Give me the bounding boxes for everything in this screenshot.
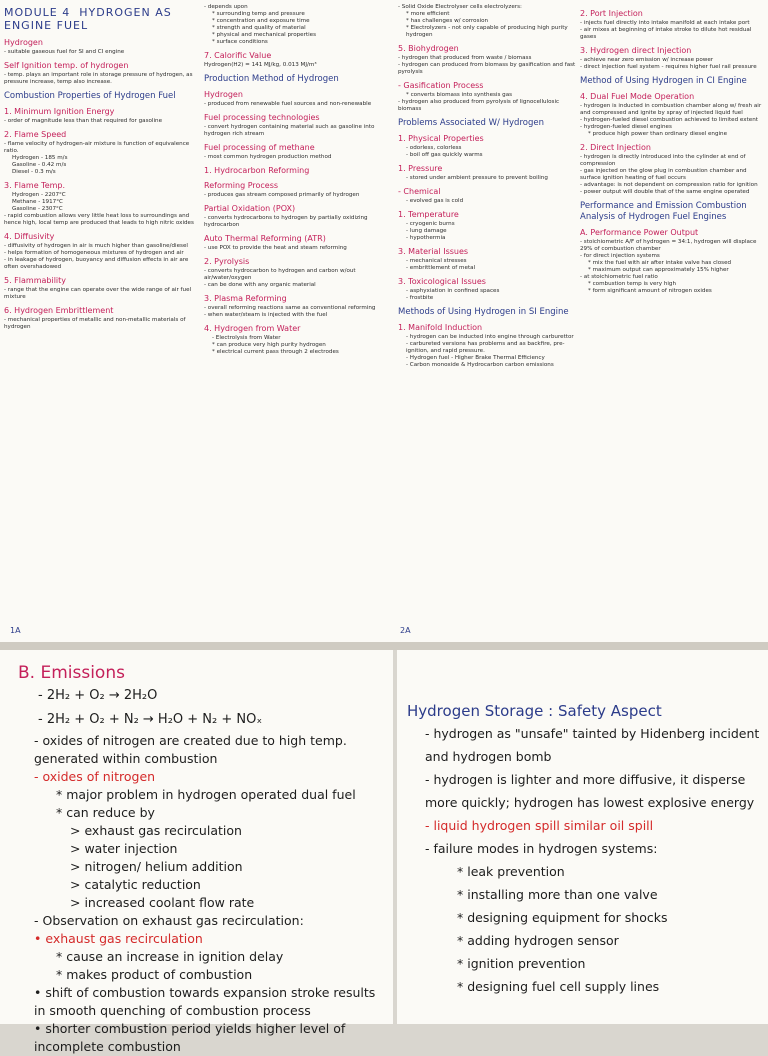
note-line: - achieve near zero emission w/ increase power xyxy=(580,57,714,63)
note-line: * form significant amount of nitrogen oxides xyxy=(588,288,712,294)
note-line: 1. Temperature xyxy=(398,210,459,219)
note-line: * electrical current pass through 2 electrodes xyxy=(212,349,339,355)
page-number-left: 1A xyxy=(10,626,21,635)
note-line: Production Method of Hydrogen xyxy=(204,74,339,84)
note-line: 5. Flammability xyxy=(4,276,67,285)
note-line: 3. Toxicological Issues xyxy=(398,277,486,286)
note-line: - produced from renewable fuel sources and non-renewable xyxy=(204,101,372,107)
emissions-lines xyxy=(18,684,388,1056)
note-line: Hydrogen(H2) = 141 MJ/kg, 0.013 MJ/m³ xyxy=(204,62,317,68)
note-line: Fuel processing of methane xyxy=(204,143,315,152)
note-line: * combustion temp is very high xyxy=(588,281,677,287)
note-line: Hydrogen xyxy=(204,90,243,99)
storage-content xyxy=(407,700,762,998)
col1-content xyxy=(4,38,196,331)
note-line: - oxides of nitrogen xyxy=(34,769,156,784)
note-line: 4. Hydrogen from Water xyxy=(204,324,301,333)
emissions-content xyxy=(18,662,388,1056)
note-line: 3. Hydrogen direct Injection xyxy=(580,46,692,55)
note-line: Partial Oxidation (POX) xyxy=(204,204,296,213)
note-line: 2. Pyrolysis xyxy=(204,257,250,266)
note-line: - hydrogen also produced from pyrolysis of lignocellulosic biomass xyxy=(398,99,560,112)
note-line: * installing more than one valve xyxy=(457,887,658,902)
note-line: * cause an increase in ignition delay xyxy=(56,949,284,964)
column-4 xyxy=(580,4,766,295)
note-line: * strength and quality of material xyxy=(212,25,306,31)
note-line: - carbureted versions has problems and as backfire, pre-ignition, and rapid pressure. xyxy=(406,341,565,354)
module-title xyxy=(4,6,196,32)
note-line: * concentration and exposure time xyxy=(212,18,310,24)
note-line: 2. Flame Speed xyxy=(4,130,67,139)
note-line: A. Performance Power Output xyxy=(580,228,699,237)
note-line: * maximum output can approximately 15% higher xyxy=(588,267,729,273)
note-line: • shorter combustion period yields higher level of incomplete combustion xyxy=(34,1021,346,1054)
note-line: - gas injected on the glow plug in combustion chamber and surface ignition heating of fuel occurs xyxy=(580,168,747,181)
note-line: 6. Hydrogen Embrittlement xyxy=(4,306,114,315)
note-line: * designing fuel cell supply lines xyxy=(457,979,660,994)
note-line: > water injection xyxy=(70,841,178,856)
note-line: - hydrogen is lighter and more diffusive, it disperse more quickly; hydrogen has lowest explosive energy xyxy=(425,772,755,810)
note-line: > increased coolant flow rate xyxy=(70,895,255,910)
note-line: Gasoline - 0.42 m/s xyxy=(12,162,67,168)
note-line: - asphyxiation in confined spaces xyxy=(406,288,500,294)
note-line: 2. Direct Injection xyxy=(580,143,651,152)
note-line: - 2H₂ + O₂ + N₂ → H₂O + N₂ + NOₓ xyxy=(38,712,263,727)
note-line: • shift of combustion towards expansion stroke results in smooth quenching of combustion process xyxy=(34,985,376,1018)
note-line: * mix the fuel with air after intake valve has closed xyxy=(588,260,732,266)
note-line: - diffusivity of hydrogen in air is much higher than gasoline/diesel xyxy=(4,243,188,249)
note-line: - in leakage of hydrogen, buoyancy and diffusion effects in air are often overshadowed xyxy=(4,257,189,270)
note-line: 1. Minimum Ignition Energy xyxy=(4,107,115,116)
note-line: - power output will double that of the same engine operated xyxy=(580,189,750,195)
note-line: - converts hydrocarbon to hydrogen and carbon w/out air/water/oxygen xyxy=(204,268,356,281)
note-line: Combustion Properties of Hydrogen Fuel xyxy=(4,91,176,101)
note-line: - failure modes in hydrogen systems: xyxy=(425,841,658,856)
note-line: * surface conditions xyxy=(212,39,268,45)
note-line: Diesel - 0.3 m/s xyxy=(12,169,56,175)
note-line: - air mixes at beginning of intake stroke to dilute hot residual gases xyxy=(580,27,752,40)
note-line: 2. Port Injection xyxy=(580,9,643,18)
note-line: - Hydrogen fuel - Higher Brake Thermal Efficiency xyxy=(406,355,545,361)
note-line: - convert hydrogen containing material such as gasoline into hydrogen rich stream xyxy=(204,124,375,137)
note-line: > exhaust gas recirculation xyxy=(70,823,242,838)
note-line: 4. Diffusivity xyxy=(4,232,55,241)
note-line: - hypothermia xyxy=(406,235,446,241)
module-label: MODULE 4 xyxy=(4,6,71,19)
note-line: Hydrogen - 185 m/s xyxy=(12,155,68,161)
note-line: - suitable gaseous fuel for SI and CI engine xyxy=(4,49,125,55)
col3-content xyxy=(398,4,578,369)
note-line: 7. Calorific Value xyxy=(204,51,272,60)
note-line: - hydrogen as "unsafe" tainted by Hidenberg incident and hydrogen bomb xyxy=(425,726,760,764)
note-line: - embrittlement of metal xyxy=(406,265,476,271)
note-line: - rapid combustion allows very little heat loss to surroundings and hence high, local temp are produced that leads to high nitric oxides xyxy=(4,213,194,226)
note-line: - lung damage xyxy=(406,228,447,234)
storage-title: Hydrogen Storage : Safety Aspect xyxy=(407,702,662,720)
col2-content xyxy=(204,4,400,356)
page-divider xyxy=(0,642,768,650)
note-line: * produce high power than ordinary diesel engine xyxy=(588,131,728,137)
note-line: - hydrogen-fueled diesel engines xyxy=(580,124,672,130)
note-line: - hydrogen that produced from waste / biomass xyxy=(398,55,532,61)
column-1 xyxy=(4,4,196,331)
note-line: * major problem in hydrogen operated dual fuel xyxy=(56,787,356,802)
note-line: Methods of Using Hydrogen in SI Engine xyxy=(398,307,569,317)
note-line: Self Ignition temp. of hydrogen xyxy=(4,61,129,70)
note-line: - mechanical stresses xyxy=(406,258,467,264)
note-line: - for direct injection systems xyxy=(580,253,660,259)
note-line: - use POX to provide the heat and steam reforming xyxy=(204,245,347,251)
note-line: - hydrogen can produced from biomass by gasification and fast pyrolysis xyxy=(398,62,576,75)
note-line: 3. Flame Temp. xyxy=(4,181,66,190)
note-line: 1. Physical Properties xyxy=(398,134,484,143)
column-3 xyxy=(398,4,578,369)
note-line: - order of magnitude less than that required for gasoline xyxy=(4,118,163,124)
note-line: - Observation on exhaust gas recirculation: xyxy=(34,913,304,928)
note-line: - range that the engine can operate over the wide range of air fuel mixture xyxy=(4,287,192,300)
note-line: - hydrogen can be inducted into engine through carburettor xyxy=(406,334,574,340)
note-line: - oxides of nitrogen are created due to high temp. generated within combustion xyxy=(34,733,347,766)
note-line: - when water/steam is injected with the fuel xyxy=(204,312,328,318)
note-line: * more efficient xyxy=(406,11,450,17)
note-line: 5. Biohydrogen xyxy=(398,44,459,53)
note-line: * physical and mechanical properties xyxy=(212,32,317,38)
note-line: - at stoichiometric fuel ratio xyxy=(580,274,658,280)
notes-page-storage xyxy=(397,650,768,1024)
note-line: - stoichiometric A/F of hydrogen = 34:1, hydrogen will displace 29% of combustion chamber xyxy=(580,239,757,252)
note-line: - converts hydrocarbons to hydrogen by partially oxidizing hydrocarbon xyxy=(204,215,368,228)
note-line: Hydrogen - 2207°C xyxy=(12,192,66,198)
note-line: 1. Hydrocarbon Reforming xyxy=(204,166,310,175)
note-line: - liquid hydrogen spill similar oil spill xyxy=(425,818,654,833)
notes-page-emissions xyxy=(0,650,393,1054)
note-line: * leak prevention xyxy=(457,864,565,879)
col4-content xyxy=(580,9,766,295)
note-line: 1. Pressure xyxy=(398,164,443,173)
note-line: • exhaust gas recirculation xyxy=(34,931,203,946)
note-line: - boil off gas quickly warms xyxy=(406,152,483,158)
note-line: * can produce very high purity hydrogen xyxy=(212,342,326,348)
note-line: > nitrogen/ helium addition xyxy=(70,859,243,874)
note-line: Gasoline - 2307°C xyxy=(12,206,63,212)
note-line: * can reduce by xyxy=(56,805,155,820)
note-line: - Gasification Process xyxy=(398,81,484,90)
note-line: - direct injection fuel system - requires higher fuel rail pressure xyxy=(580,64,757,70)
note-line: 3. Material Issues xyxy=(398,247,469,256)
note-line: Auto Thermal Reforming (ATR) xyxy=(204,234,326,243)
note-line: Problems Associated W/ Hydrogen xyxy=(398,118,544,128)
note-line: - hydrogen-fueled diesel combustion achieved to limited extent xyxy=(580,117,758,123)
note-line: - depends upon xyxy=(204,4,248,10)
note-line: 3. Plasma Reforming xyxy=(204,294,287,303)
page-number-right: 2A xyxy=(400,626,411,635)
note-line: 4. Dual Fuel Mode Operation xyxy=(580,92,695,101)
note-line: - flame velocity of hydrogen-air mixture is function of equivalence ratio. xyxy=(4,141,190,154)
note-line: - advantage: is not dependent on compression ratio for ignition xyxy=(580,182,758,188)
note-line: Performance and Emission Combustion Analysis of Hydrogen Fuel Engines xyxy=(580,201,747,222)
note-line: - frostbite xyxy=(406,295,434,301)
note-line: - hydrogen is directly introduced into the cylinder at end of compression xyxy=(580,154,746,167)
note-line: Methane - 1917°C xyxy=(12,199,63,205)
note-line: - Chemical xyxy=(398,187,441,196)
note-line: * surrounding temp and pressure xyxy=(212,11,305,17)
note-line: * designing equipment for shocks xyxy=(457,910,668,925)
note-line: * adding hydrogen sensor xyxy=(457,933,619,948)
note-line: - temp. plays an important role in storage pressure of hydrogen, as pressure increase, temp also increase. xyxy=(4,72,193,85)
note-line: - odorless, colorless xyxy=(406,145,462,151)
note-line: 1. Manifold Induction xyxy=(398,323,483,332)
note-line: * has challenges w/ corrosion xyxy=(406,18,489,24)
note-line: - overall reforming reactions same as conventional reforming xyxy=(204,305,376,311)
note-line: Reforming Process xyxy=(204,181,279,190)
module-topic: HYDROGEN AS ENGINE FUEL xyxy=(4,6,172,32)
note-line: - evolved gas is cold xyxy=(406,198,464,204)
note-line: - mechanical properties of metallic and non-metallic materials of hydrogen xyxy=(4,317,186,330)
note-line: - Solid Oxide Electrolyser cells electrolyzers: xyxy=(398,4,522,10)
note-line: - stored under ambient pressure to prevent boiling xyxy=(406,175,548,181)
note-line: * Electrolyzers - not only capable of producing high purity hydrogen xyxy=(406,25,568,38)
note-line: - can be done with any organic material xyxy=(204,282,316,288)
note-line: * ignition prevention xyxy=(457,956,586,971)
note-line: - Carbon monoxide & Hydrocarbon carbon emissions xyxy=(406,362,554,368)
storage-lines xyxy=(407,722,762,998)
note-line: * converts biomass into synthesis gas xyxy=(406,92,513,98)
note-line: - cryogenic burns xyxy=(406,221,455,227)
emissions-title: B. Emissions xyxy=(18,663,125,683)
note-line: - injects fuel directly into intake manifold at each intake port xyxy=(580,20,750,26)
note-line: - produces gas stream composed primarily of hydrogen xyxy=(204,192,360,198)
note-line: Method of Using Hydrogen in CI Engine xyxy=(580,76,747,86)
note-line: - Electrolysis from Water xyxy=(212,335,281,341)
note-line: - helps formation of homogeneous mixtures of hydrogen and air xyxy=(4,250,184,256)
note-line: * makes product of combustion xyxy=(56,967,253,982)
note-line: - hydrogen is inducted in combustion chamber along w/ fresh air and compressed and ignite by spray of injected liquid fuel xyxy=(580,103,762,116)
note-line: Hydrogen xyxy=(4,38,43,47)
note-line: Fuel processing technologies xyxy=(204,113,320,122)
note-line: - 2H₂ + O₂ → 2H₂O xyxy=(38,688,158,703)
note-line: - most common hydrogen production method xyxy=(204,154,332,160)
column-2 xyxy=(204,4,400,356)
note-line: > catalytic reduction xyxy=(70,877,201,892)
